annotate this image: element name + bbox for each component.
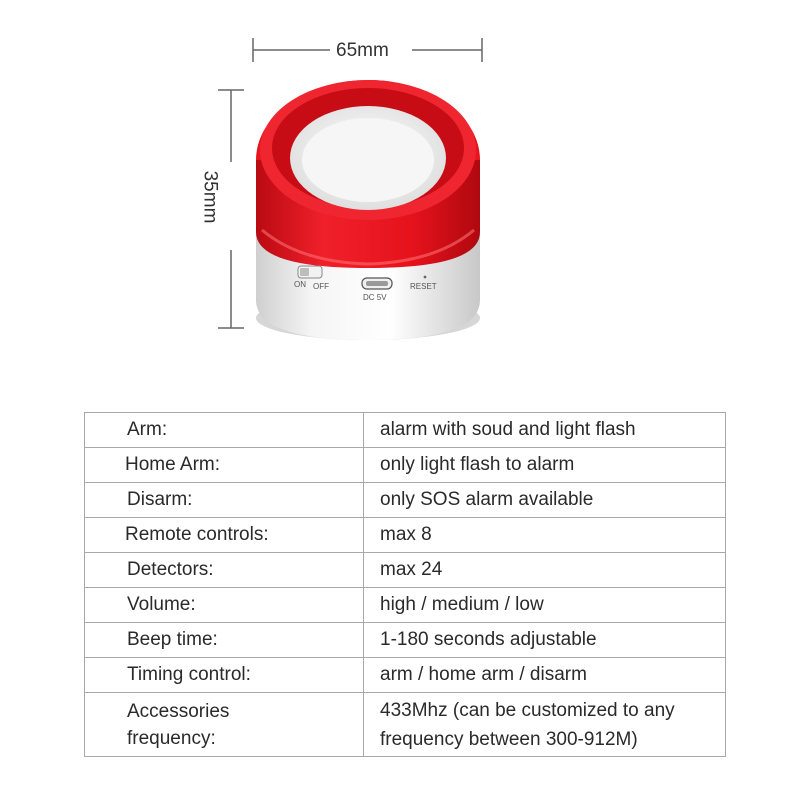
reset-hole <box>424 276 427 279</box>
spec-value-line: 433Mhz (can be customized to any <box>380 699 675 721</box>
spec-key-line: Accessories <box>127 700 230 722</box>
spec-value <box>364 693 726 757</box>
spec-value-line: frequency between 300-912M) <box>380 728 638 750</box>
table-row <box>85 518 726 553</box>
power-label: DC 5V <box>363 293 387 302</box>
switch-on-label: ON <box>294 280 306 289</box>
table-row <box>85 413 726 448</box>
table-row <box>85 448 726 483</box>
spec-key: Volume: <box>85 588 364 623</box>
height-dimension-line <box>218 90 244 328</box>
usb-port <box>362 278 392 289</box>
power-switch <box>298 266 322 278</box>
spec-value: max 8 <box>364 518 726 553</box>
spec-key: Home Arm: <box>85 448 364 483</box>
spec-value: only light flash to alarm <box>364 448 726 483</box>
spec-key: Beep time: <box>85 623 364 658</box>
reset-label: RESET <box>410 282 437 291</box>
switch-off-label: OFF <box>313 282 329 291</box>
spec-value: arm / home arm / disarm <box>364 658 726 693</box>
table-row <box>85 658 726 693</box>
specifications-table <box>84 412 726 757</box>
spec-key: Arm: <box>85 413 364 448</box>
spec-key: Disarm: <box>85 483 364 518</box>
spec-value: alarm with soud and light flash <box>364 413 726 448</box>
table-row <box>85 553 726 588</box>
height-label: 35mm <box>199 170 221 224</box>
spec-key: Timing control: <box>85 658 364 693</box>
width-label: 65mm <box>336 40 389 61</box>
spec-value: 1-180 seconds adjustable <box>364 623 726 658</box>
spec-key-line: frequency: <box>127 727 216 749</box>
spec-key: Remote controls: <box>85 518 364 553</box>
table-row <box>85 483 726 518</box>
spec-key: Detectors: <box>85 553 364 588</box>
spec-value: max 24 <box>364 553 726 588</box>
spec-value: high / medium / low <box>364 588 726 623</box>
table-row <box>85 588 726 623</box>
spec-value: only SOS alarm available <box>364 483 726 518</box>
table-row <box>85 623 726 658</box>
table-row <box>85 693 726 757</box>
spec-key <box>85 693 364 757</box>
